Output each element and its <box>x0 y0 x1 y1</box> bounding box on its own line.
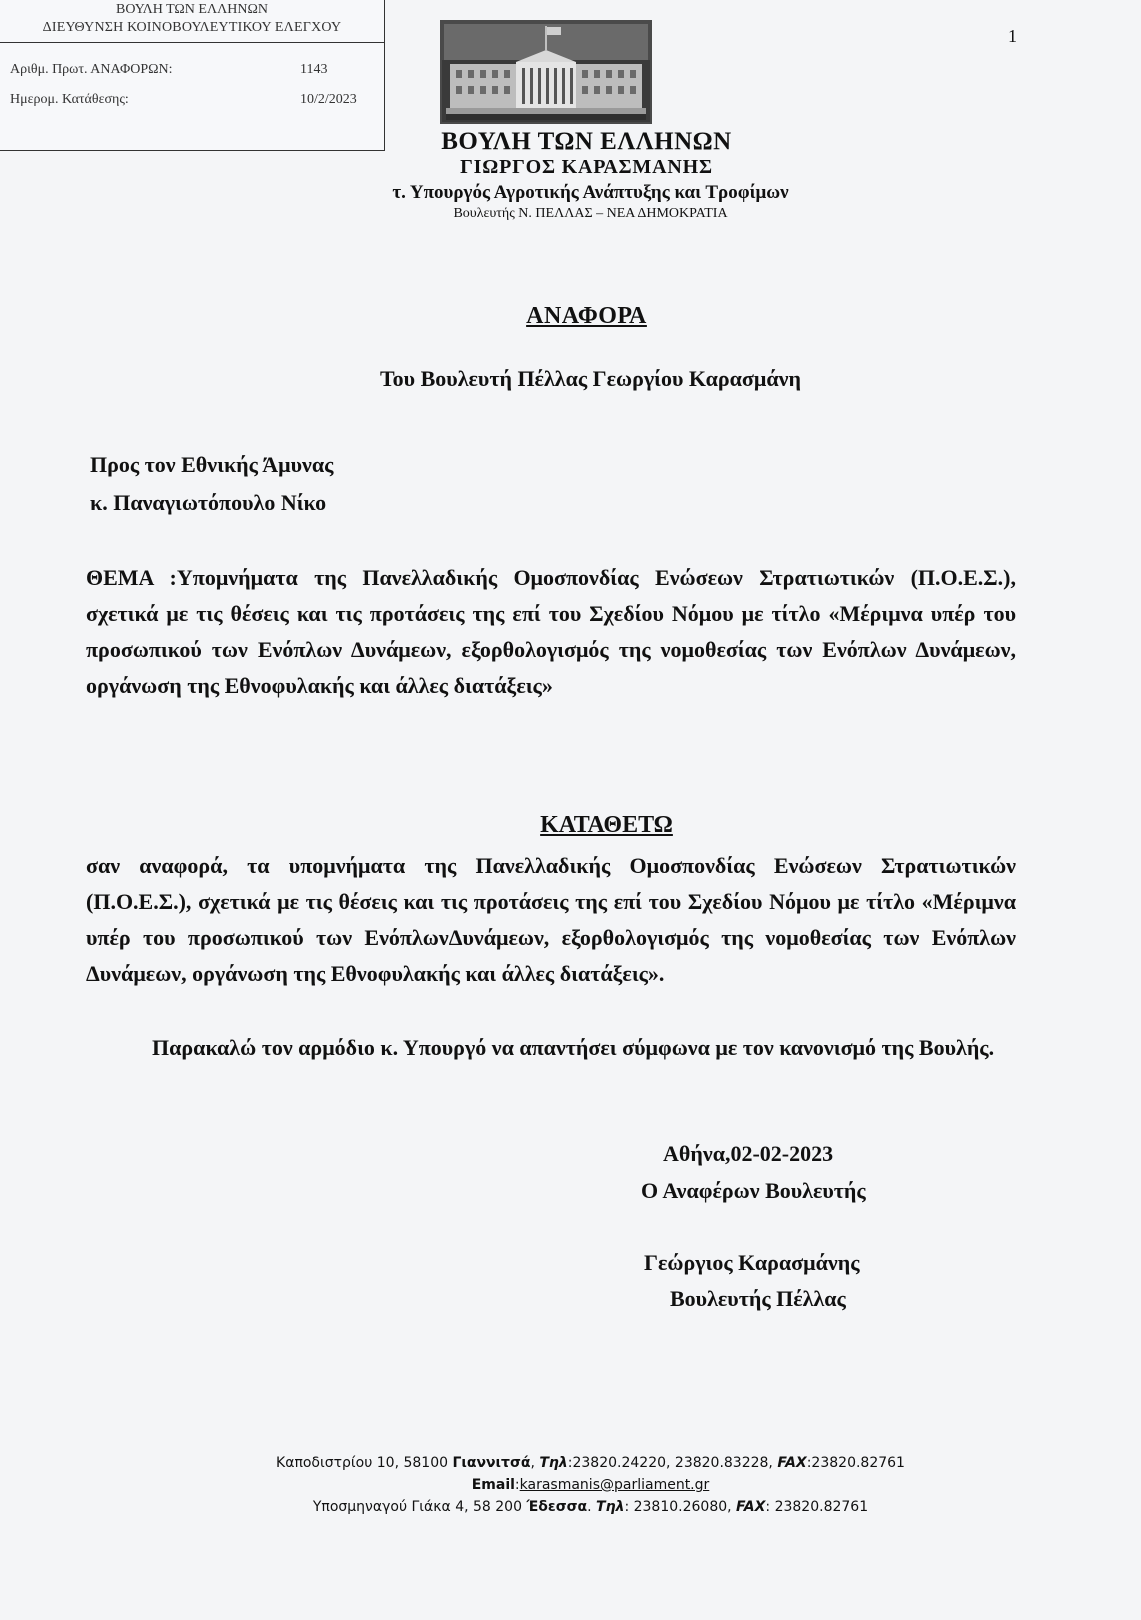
signature-title: Βουλευτής Πέλλας <box>670 1286 846 1311</box>
document-subtitle: Του Βουλευτή Πέλλας Γεωργίου Καρασμάνη <box>380 366 801 391</box>
footer-addr: Υποσμηναγού Γιάκα 4, 58 200 <box>312 1499 527 1515</box>
signature-role: Ο Αναφέρων Βουλευτής <box>641 1178 866 1203</box>
stamp-org-line2: ΔΙΕΥΘΥΝΣΗ ΚΟΙΝΟΒΟΥΛΕΥΤΙΚΟΥ ΕΛΕΓΧΟΥ <box>42 20 342 35</box>
header-former-role: τ. Υπουργός Αγροτικής Ανάπτυξης και Τροφίμων <box>392 182 789 203</box>
subject-paragraph: ΘΕΜΑ :Υπομνήματα της Πανελλαδικής Ομοσπονδίας Ενώσεων Στρατιωτικών (Π.Ο.Ε.Σ.), σχετικά με τις θέσεις και τις προτάσεις της επί του Σχεδίου Νόμου με τίτλο «Μέριμνα υπέρ του προσωπικού των Ενόπλων Δυνάμεων, εξορθολογισμός της νομοθεσίας των Ενόπλων Δυνάμεων, οργάνωση της Εθνοφυλακής και άλλες διατάξεις» <box>86 565 1016 698</box>
document-title: ΑΝΑΦΟΡΑ <box>526 303 647 329</box>
footer-city: Γιαννιτσά <box>452 1455 531 1471</box>
header-constituency: Βουλευτής Ν. ΠΕΛΛΑΣ – ΝΕΑ ΔΗΜΟΚΡΑΤΙΑ <box>453 206 728 221</box>
footer-office-giannitsa <box>0 1455 1141 1471</box>
footer-email-row: Email:karasmanis@parliament.gr <box>471 1477 710 1493</box>
footer-email-link[interactable]: karasmanis@parliament.gr <box>519 1477 710 1493</box>
footer-office-edessa <box>0 1499 1141 1515</box>
parliament-building-logo <box>440 20 652 124</box>
deposit-paragraph: σαν αναφορά, τα υπομνήματα της Πανελλαδικής Ομοσπονδίας Ενώσεων Στρατιωτικών (Π.Ο.Ε.Σ.), σχετικά με τις θέσεις και τις προτάσεις της επί του Σχεδίου Νόμου με τίτλο «Μέριμνα υπέρ του προσωπικού των ΕνόπλωνΔυνάμεων, εξορθολογισμός της νομοθεσίας των Ενόπλων Δυνάμεων, οργάνωση της Εθνοφυλακής και άλλες διατάξεις». <box>86 853 1016 986</box>
deposit-heading: ΚΑΤΑΘΕΤΩ <box>540 812 673 838</box>
stamp-protocol-value: 1143 <box>300 62 328 77</box>
header-name: ΓΙΩΡΓΟΣ ΚΑΡΑΣΜΑΝΗΣ <box>460 156 713 178</box>
footer-sep: . <box>587 1499 597 1515</box>
recipient-line2: κ. Παναγιωτόπουλο Νίκο <box>90 490 327 515</box>
footer-tel: : 23810.26080, <box>624 1499 737 1515</box>
footer-sep: , <box>530 1455 540 1471</box>
stamp-protocol-label: Αριθμ. Πρωτ. ΑΝΑΦΟΡΩΝ: <box>10 62 173 77</box>
header-parliament: ΒΟΥΛΗ ΤΩΝ ΕΛΛΗΝΩΝ <box>441 128 732 155</box>
signature-name: Γεώργιος Καρασμάνης <box>644 1250 860 1275</box>
stamp-divider <box>0 42 384 43</box>
footer-fax: : 23820.82761 <box>765 1499 869 1515</box>
footer-fax-label: FAX <box>777 1455 807 1471</box>
footer-city: Έδεσσα <box>526 1499 588 1515</box>
footer-fax: :23820.82761 <box>806 1455 905 1471</box>
stamp-date-value: 10/2/2023 <box>300 92 357 107</box>
request-paragraph: Παρακαλώ τον αρμόδιο κ. Υπουργό να απαντήσει σύμφωνα με τον κανονισμό της Βουλής. <box>152 1035 995 1060</box>
stamp-org-line1: ΒΟΥΛΗ ΤΩΝ ΕΛΛΗΝΩΝ <box>116 2 268 17</box>
footer-addr: Καποδιστρίου 10, 58100 <box>276 1455 453 1471</box>
footer-fax-label: FAX <box>736 1499 766 1515</box>
recipient-line1: Προς τον Εθνικής Άμυνας <box>90 452 334 477</box>
signature-date: Αθήνα,02-02-2023 <box>663 1141 834 1166</box>
page-number: 1 <box>1008 26 1017 46</box>
footer-tel-label: Τηλ <box>596 1499 625 1515</box>
footer-email-label: Email <box>471 1477 515 1493</box>
footer-tel-label: Τηλ <box>539 1455 568 1471</box>
footer-tel: :23820.24220, 23820.83228, <box>567 1455 778 1471</box>
stamp-date-label: Ημερομ. Κατάθεσης: <box>10 92 129 107</box>
